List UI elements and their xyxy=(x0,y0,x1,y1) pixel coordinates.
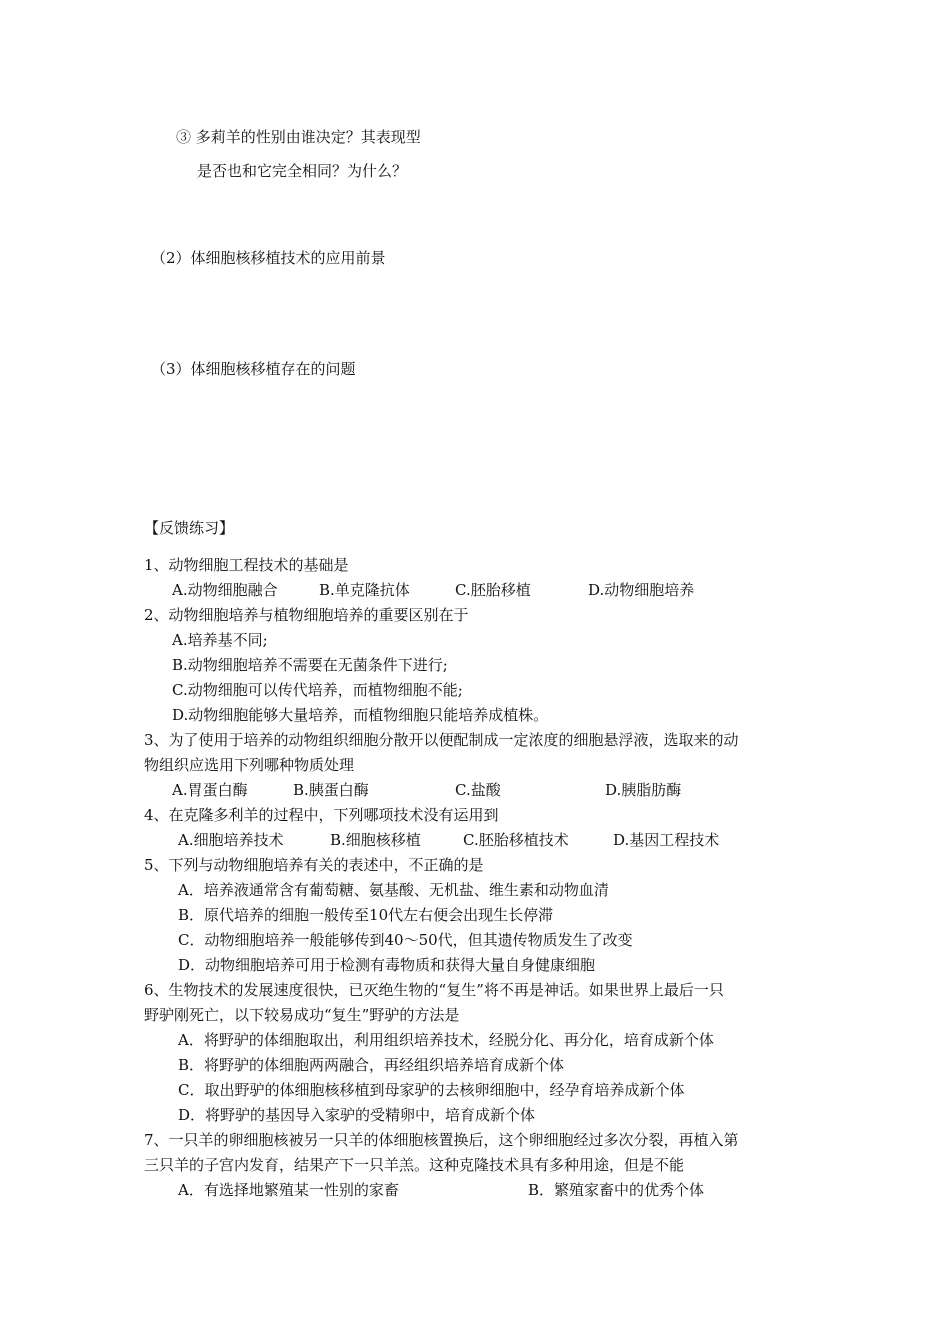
q7-option-b: B．繁殖家畜中的优秀个体 xyxy=(528,1181,705,1199)
q1-stem: 1、动物细胞工程技术的基础是 xyxy=(144,556,349,574)
q4-option-a: A.细胞培养技术 xyxy=(178,831,284,849)
q5-option-c: C．动物细胞培养一般能够传到40～50代，但其遗传物质发生了改变 xyxy=(178,931,633,949)
q3-option-d: D.胰脂肪酶 xyxy=(605,781,682,799)
q2-stem: 2、动物细胞培养与植物细胞培养的重要区别在于 xyxy=(144,606,469,624)
question-3-line-2: 是否也和它完全相同？为什么？ xyxy=(197,162,408,180)
q3-stem-line-1: 3、为了使用于培养的动物组织细胞分散开以便配制成一定浓度的细胞悬浮液，选取来的动 xyxy=(144,731,739,749)
q7-stem-line-1: 7、一只羊的卵细胞核被另一只羊的体细胞核置换后，这个卵细胞经过多次分裂，再植入第 xyxy=(144,1131,739,1149)
q4-option-b: B.细胞核移植 xyxy=(330,831,421,849)
q7-option-a: A．有选择地繁殖某一性别的家畜 xyxy=(178,1181,399,1199)
q3-option-c: C.盐酸 xyxy=(455,781,501,799)
q1-option-a: A.动物细胞融合 xyxy=(172,581,278,599)
q3-stem-line-2: 物组织应选用下列哪种物质处理 xyxy=(144,756,355,774)
q6-option-c: C．取出野驴的体细胞核移植到母家驴的去核卵细胞中，经孕育培养成新个体 xyxy=(178,1081,685,1099)
q7-stem-line-2: 三只羊的子宫内发育，结果产下一只羊羔。这种克隆技术具有多种用途，但是不能 xyxy=(144,1156,685,1174)
q2-option-d: D.动物细胞能够大量培养，而植物细胞只能培养成植株。 xyxy=(172,706,549,724)
q4-option-d: D.基因工程技术 xyxy=(613,831,720,849)
q3-option-a: A.胃蛋白酶 xyxy=(172,781,248,799)
q1-option-d: D.动物细胞培养 xyxy=(588,581,695,599)
q6-option-d: D．将野驴的基因导入家驴的受精卵中，培育成新个体 xyxy=(178,1106,536,1124)
q1-option-b: B.单克隆抗体 xyxy=(319,581,410,599)
q5-option-d: D．动物细胞培养可用于检测有毒物质和获得大量自身健康细胞 xyxy=(178,956,596,974)
q6-option-a: A．将野驴的体细胞取出，利用组织培养技术，经脱分化、再分化，培育成新个体 xyxy=(178,1031,714,1049)
q4-stem: 4、在克隆多利羊的过程中，下列哪项技术没有运用到 xyxy=(144,806,499,824)
q5-stem: 5、下列与动物细胞培养有关的表述中，不正确的是 xyxy=(144,856,484,874)
q4-option-c: C.胚胎移植技术 xyxy=(463,831,569,849)
q2-option-b: B.动物细胞培养不需要在无菌条件下进行; xyxy=(172,656,448,674)
q2-option-c: C.动物细胞可以传代培养，而植物细胞不能; xyxy=(172,681,463,699)
item-2-heading: （2）体细胞核移植技术的应用前景 xyxy=(151,249,386,267)
feedback-heading: 【反馈练习】 xyxy=(144,519,235,537)
q1-option-c: C.胚胎移植 xyxy=(455,581,531,599)
question-3-line-1: ③ 多莉羊的性别由谁决定？其表现型 xyxy=(176,128,421,146)
q6-option-b: B．将野驴的体细胞两两融合，再经组织培养培育成新个体 xyxy=(178,1056,565,1074)
q3-option-b: B.胰蛋白酶 xyxy=(293,781,369,799)
item-3-heading: （3）体细胞核移植存在的问题 xyxy=(151,360,356,378)
q5-option-a: A．培养液通常含有葡萄糖、氨基酸、无机盐、维生素和动物血清 xyxy=(178,881,609,899)
q6-stem-line-1: 6、生物技术的发展速度很快，已灭绝生物的“复生”将不再是神话。如果世界上最后一只 xyxy=(144,981,724,999)
q2-option-a: A.培养基不同; xyxy=(172,631,268,649)
q6-stem-line-2: 野驴刚死亡，以下较易成功“复生”野驴的方法是 xyxy=(144,1006,460,1024)
q5-option-b: B．原代培养的细胞一般传至10代左右便会出现生长停滞 xyxy=(178,906,554,924)
